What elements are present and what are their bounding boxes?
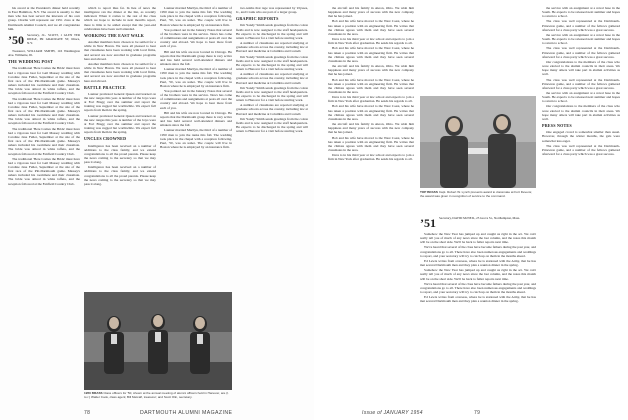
right-page	[314, 0, 628, 420]
photo-caption-prefix: 1950 BRASS	[84, 391, 103, 395]
class-secretary: Secretary, J.L. SCOTT, 1 GLEN TER RIDGE, PR GRADUATE ST, Ithaca, N.Y.	[27, 32, 80, 45]
class-treasurer: Treasurer, WILLIAM SMITH, 116 Washington Ave. Wilmette, Ill.	[8, 48, 80, 58]
paragraph: the aircraft and his family in Akron, Ohio. We wish him happiness and many years of success with the new company that he has joined.	[328, 6, 414, 19]
paragraph: Bill and his wife are now located in Chicago. He reports that the Dartmouth group there is very active and has held several well-attended dinners and smokers since the fall.	[160, 49, 232, 67]
class-officers-photo	[84, 292, 232, 390]
paragraph: A number of classmates are reported studying at graduate schools across the country, including law at Harvard and medicine at Columbia and Cornell.	[236, 41, 308, 54]
paragraph: You pointed out in the January Notes that several of the brothers were in the service. News has come of commissions and assignments at posts all over the country and abroad. We hope to hear more from each of you.	[160, 27, 232, 49]
class-year: ’50	[8, 32, 24, 47]
paragraph: the service with an assignment at a naval base in the South. He expects to be released next summer and hopes to return to school.	[542, 90, 620, 104]
section-heading-graphic: GRAPHIC REPORTS	[236, 16, 279, 22]
page-number-left: 78	[84, 410, 91, 416]
paragraph: Lautner married Marilyn, the third of a number of 1950 men to join the ranks this fall. The wedding took place in the chapel with a reception following. Paul, '50, was an usher. The couple will live in Boston where he is employed by an insurance firm.	[160, 67, 232, 88]
paragraph: Bob and his wife have moved to the West Coast, where he has taken a position with an engineering firm. He writes that the climate agrees with them and they have seen several classmates in the area.	[328, 104, 414, 121]
photo-caption-text: Class officers for '50, shown at the annual meeting of alumni officers held in Hanover, are (l. to r.) Walter Cook, class agent; Bill Metcalf, treasurer; and Scott Olin, secretary.	[84, 391, 229, 399]
paragraph: Jim 'Sandy' Smith sends greetings from the cotton fields and is now assigned to the staff headquarters. He expects to be discharged in the spring and will return to Hanover for a visit before starting work.	[236, 85, 308, 103]
paragraph: Intelligence has been received on a number of additions to the class family, and we extend congratulations to all the proud parents. Please keep the news coming to the secretary so that we may pass it along.	[84, 143, 156, 165]
paragraph: Ed Lewis writes from overseas, where he is stationed with the Army, that he has met several Dartmouth men and they plan a reunion dinner in the spring.	[420, 258, 536, 268]
award-caption-text: Capt. Robert W. Lynch presents award to classmate at Fort Devens; the award was given in recognition of service to the command.	[420, 190, 533, 198]
paragraph: Dave is in his third year at law school and expects to join a firm in New York after graduation. He sends his regards to all.	[328, 37, 414, 46]
section-heading-notes: PRESS NOTES	[542, 123, 572, 129]
paragraph: Our congratulations to the members of the class who were elected to the alumni councils in their areas. We hope many others will take part in alumni activities as well.	[542, 104, 620, 121]
paragraph: Bob and his wife have moved to the West Coast, where he has taken a position with an engineering firm. He writes that the climate agrees with them and they have seen several classmates in the area.	[328, 77, 414, 94]
paragraph: Dave is in his third year at law school and expects to join a firm in New York after graduation. He sends his regards to all.	[328, 95, 414, 104]
intro-paragraph: his award at the President's dinner held recently in East Hamilton, N.Y. The award is usually to that man who has best served the interests of his own group. Charlie will represent our 1951 class at the Dartmouth Alumni Council, and we all congratulate him.	[8, 6, 80, 31]
award-photo	[420, 96, 536, 188]
paragraph: We've heard that several of the class have become fathers during the past year, and congratulations go to all. There have also been numerous engagements and weddings to report, and your secretary will try to catch up on them in the months ahead.	[420, 281, 536, 295]
paragraph: Bob and his wife have moved to the West Coast, where he has taken a position with an engineering firm. He writes that the climate agrees with them and they have seen several classmates in the area.	[328, 19, 414, 36]
paragraph: The traditional 'Here Comes the Bride' must have had a vigorous beat for Gail Massey wedding with Caroline Jane Fuller, September at the site of the first race of the Pitt-Dartmouth game. Massey's ushers included his roommate and their classmate. The bride was attired in white taffeta, and the reception followed at the Fairfield Country Club.	[8, 156, 80, 186]
paragraph: The class was well represented at the Dartmouth-Princeton game, and a number of the fellows gathered afterward for a class party which was a great success.	[542, 46, 620, 59]
page-number-right: 79	[474, 410, 481, 416]
paragraph: The class was well represented at the Dartmouth-Princeton game, and a number of the fellows gathered afterward for a class party which was a great success.	[542, 77, 620, 90]
section-heading-walk: WORKING THE EAST WALK	[84, 32, 145, 38]
paragraph: Jim 'Sandy' Smith sends greetings from the cotton fields and is now assigned to the staff headquarters. He expects to be discharged in the spring and will return to Hanover for a visit before starting work.	[236, 116, 308, 134]
paragraph: the service with an assignment at a naval base in the South. He expects to be released next summer and hopes to return to school.	[542, 6, 620, 19]
paragraph: Jim 'Sandy' Smith sends greetings from the cotton fields and is now assigned to the staff headquarters. He expects to be discharged in the spring and will return to Hanover for a visit before starting work.	[236, 54, 308, 72]
paragraph: Intelligence has been received on a number of additions to the class family, and we extend congratulations to all the proud parents. Please keep the news coming to the secretary so that we may pass it along.	[84, 165, 156, 186]
paragraph: Lautner married Marilyn, the third of a number of 1950 men to join the ranks this fall. The wedding took place in the chapel with a reception following. Paul, '50, was an usher. The couple will live in Boston where he is employed by an insurance firm.	[160, 6, 232, 27]
paragraph: Lautner promoted General Queen and learned on the new ranges this year. A number of the boys were at Fort Bragg over the summer and report the training was rugged but worthwhile. We expect full reports from them in the spring.	[84, 91, 156, 113]
right-column-1	[328, 6, 414, 406]
issue-date: Issue of JANUARY 1954	[362, 410, 423, 416]
class-year: ’51	[420, 216, 436, 230]
paragraph: Lautner promoted General Queen and learned on the new ranges this year. A number of the boys were at Fort Bragg over the summer and report the training was rugged but worthwhile. We expect full reports from them in the spring.	[84, 113, 156, 135]
paragraph: Lautner married Marilyn, the third of a number of 1950 men to join the ranks this fall. The wedding took place in the chapel with a reception following. Paul, '50, was an usher. The couple will live in Boston where he is employed by an insurance firm.	[160, 128, 232, 149]
paragraph: We've heard that several of the class have become fathers during the past year, and congratulations go to all. There have also been numerous engagements and weddings to report, and your secretary will try to catch up on them in the months ahead.	[420, 245, 536, 258]
paragraph: Another members have chosen to be settled for a while in New Haven. We were all pleased to hear that classmates have been working with local firms, and several are now enrolled in graduate programs here and abroad.	[84, 61, 156, 83]
class-secretary: Secretary, DAVID McNEIL, 25 Grove St., Northampton, Mass.	[439, 216, 521, 220]
class-notes-header	[8, 34, 80, 46]
class-officers-photo-image	[84, 292, 232, 390]
paragraph: A number of classmates are reported studying at graduate schools across the country, including law at Harvard and medicine at Columbia and Cornell.	[236, 103, 308, 116]
paragraph: A number of classmates are reported studying at graduate schools across the country, including law at Harvard and medicine at Columbia and Cornell.	[236, 72, 308, 85]
left-column-3	[160, 6, 232, 288]
paragraph: Our congratulations to the members of the class who were elected to the alumni councils in their areas. We hope many others will take part in alumni activities as well.	[542, 59, 620, 77]
paragraph: two-tenths that rage was represented by Ulysses, Jr., and Cronk who are part of a larger group.	[236, 6, 308, 15]
paragraph: The class was well represented at the Dartmouth-Princeton game, and a number of the fellows gathered afterward for a class party which was a great success.	[542, 19, 620, 32]
paragraph: Jim 'Sandy' Smith sends greetings from the cotton fields and is now assigned to the staff headquarters. He expects to be discharged in the spring and will return to Hanover for a visit before starting work.	[236, 23, 308, 40]
paragraph: the aircraft and his family in Akron, Ohio. We wish him happiness and many years of success with the new company that he has joined.	[328, 122, 414, 135]
left-column-1	[8, 6, 80, 406]
section-heading-battle: BATTLE PRACTICE	[84, 84, 126, 90]
right-column-3	[542, 6, 620, 406]
paragraph: The traditional 'Here Comes the Bride' must have had a vigorous beat for Gail Massey wedding with Caroline Jane Fuller, September at the site of the first race of the Pitt-Dartmouth game. Massey's ushers included his roommate and their classmate. The bride was attired in white taffeta, and the reception followed at the Fairfield Country Club.	[8, 96, 80, 126]
left-column-2	[84, 6, 156, 288]
award-caption-prefix: TOP BRASS	[420, 190, 438, 194]
award-photo-caption	[420, 191, 536, 199]
paragraph: Another members have chosen to be settled for a while in New Haven. We were all pleased to hear that classmates have been working with local firms, and several are now enrolled in graduate programs here and abroad.	[84, 40, 156, 61]
paragraph: One engaged crowd is somewhat smaller than usual. However, through the winter months, the gals were somewhat less eager.	[542, 130, 620, 143]
left-column-4	[236, 6, 308, 406]
photo-caption	[84, 392, 232, 400]
right-column-2	[420, 214, 536, 410]
paragraph: Bob and his wife have moved to the West Coast, where he has taken a position with an engineering firm. He writes that the climate agrees with them and they have seen several classmates in the area.	[328, 46, 414, 63]
paragraph: Somehow the New Year has jumped up and caught us right in the act. We can't really tell you of much of any news since the last column, and the notes this month will be on the short side. We'll be back to fuller reports next time.	[420, 232, 536, 245]
section-heading-wedding: THE WEDDING POST	[8, 59, 53, 65]
class-notes-header	[420, 217, 536, 229]
paragraph: The traditional 'Here Comes the Bride' must have had a vigorous beat for Gail Massey wedding with Caroline Jane Fuller, September at the site of the first race of the Pitt-Dartmouth game. Massey's ushers included his roommate and their classmate. The bride was attired in white taffeta, and the reception followed at the Fairfield Country Club.	[8, 66, 80, 96]
magazine-title: DARTMOUTH ALUMNI MAGAZINE	[140, 410, 233, 416]
paragraph: Dave is in his third year at law school and expects to join a firm in New York after graduation. He sends his regards to all.	[328, 153, 414, 162]
paragraph: which to report thus far. In lieu of news the intelligence ran the dinner at the Inn, as recently indicated. When it comes to the rest of the class which we hope to include in next month's report, there is little to be added except that the year-end celebrations have been well attended.	[84, 6, 156, 31]
paragraph: The traditional 'Here Comes the Bride' must have had a vigorous beat for Gail Massey wedding with Caroline Jane Fuller, September at the site of the first race of the Pitt-Dartmouth game. Massey's ushers included his roommate and their classmate. The bride was attired in white taffeta, and the reception followed at the Fairfield Country Club.	[8, 126, 80, 156]
section-heading-uncles: UNCLES CROWNED	[84, 136, 127, 142]
paragraph: Ed Lewis writes from overseas, where he is stationed with the Army, that he has met several Dartmouth men and they plan a reunion dinner in the spring.	[420, 295, 536, 304]
paragraph: Bob and his wife have moved to the West Coast, where he has taken a position with an engineering firm. He writes that the climate agrees with them and they have seen several classmates in the area.	[328, 135, 414, 152]
paragraph: You pointed out in the January Notes that several of the brothers were in the service. News has come of commissions and assignments at posts all over the country and abroad. We hope to hear more from each of you.	[160, 88, 232, 110]
paragraph: Bill and his wife are now located in Chicago. He reports that the Dartmouth group there is very active and has held several well-attended dinners and smokers since the fall.	[160, 110, 232, 128]
paragraph: the aircraft and his family in Akron, Ohio. We wish him happiness and many years of success with the new company that he has joined.	[328, 64, 414, 77]
paragraph: The class was well represented at the Dartmouth-Princeton game, and a number of the fellows gathered afterward for a class party which was a great success.	[542, 143, 620, 156]
award-photo-image	[420, 96, 536, 188]
paragraph: Somehow the New Year has jumped up and caught us right in the act. We can't really tell you of much of any news since the last column, and the notes this month will be on the short side. We'll be back to fuller reports next time.	[420, 268, 536, 281]
paragraph: the service with an assignment at a naval base in the South. He expects to be released next summer and hopes to return to school.	[542, 32, 620, 46]
